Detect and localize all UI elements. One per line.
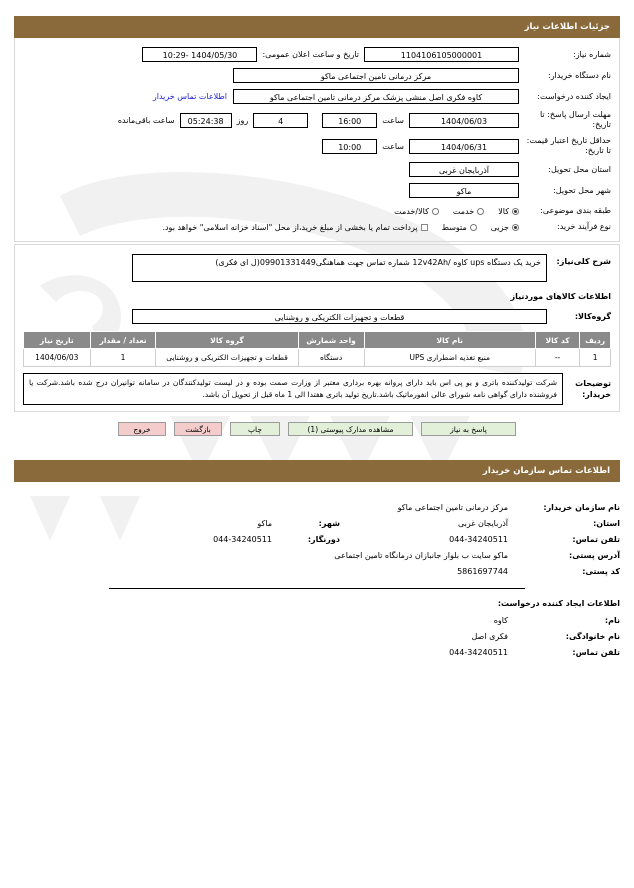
days-unit-label: روز <box>236 115 249 125</box>
row-province <box>23 159 611 180</box>
deadline-label: مهلت ارسال پاسخ: تا تاریخ: <box>539 110 611 129</box>
row-goods-group <box>23 304 611 327</box>
buyer-contact-link[interactable]: اطلاعات تماس خریدار <box>152 92 227 101</box>
contact-postcode-label: کد پستی: <box>582 567 620 576</box>
row-process-type <box>23 219 611 235</box>
category-option-kala-khedmat-label: کالا/خدمت <box>394 206 429 216</box>
goods-table-header-row <box>24 332 611 349</box>
process-option-jozi[interactable] <box>491 223 519 232</box>
deadline-hour-field: 16:00 <box>322 113 377 128</box>
treasury-checkbox-label: پرداخت تمام یا بخشی از مبلغ خرید،از محل "اسناد خزانه اسلامی" خواهد بود. <box>162 222 418 232</box>
row-city <box>23 180 611 201</box>
col-code: کد کالا <box>535 332 579 349</box>
process-label: نوع فرآیند خرید: <box>557 222 611 231</box>
goods-info-heading: اطلاعات کالاهای موردنیاز <box>510 292 611 301</box>
category-label: طبقه بندی موضوعی: <box>540 206 611 215</box>
need-details-panel <box>14 38 620 242</box>
summary-goods-panel <box>14 244 620 412</box>
contact-phone-label: تلفن تماس: <box>572 535 620 544</box>
contact-row-postcode <box>14 567 620 576</box>
buyer-notes-row <box>23 373 611 405</box>
contact-city-value: ماکو <box>257 519 272 528</box>
city-label: شهر محل تحویل: <box>553 185 611 195</box>
table-row <box>24 349 611 367</box>
cell-code: -- <box>535 349 579 367</box>
category-option-kala[interactable] <box>498 207 519 216</box>
treasury-checkbox-icon[interactable] <box>421 224 428 231</box>
validity-hour-field: 10:00 <box>322 139 377 154</box>
buyer-contact-panel <box>14 486 620 657</box>
radio-jozi-icon[interactable] <box>512 224 519 231</box>
contact-fax-value: 044-34240511 <box>213 535 272 544</box>
contact-fax-label: دورنگار: <box>307 535 340 544</box>
category-option-kala-khedmat[interactable] <box>394 207 439 216</box>
process-option-jozi-label: جزیی <box>490 222 509 232</box>
validity-hour-label: ساعت <box>382 141 404 151</box>
row-goods-heading <box>23 285 611 304</box>
requester-info-heading: اطلاعات ایجاد کننده درخواست: <box>497 599 620 608</box>
requester-phone-label: تلفن تماس: <box>572 648 620 657</box>
buyer-org-field: مرکز درمانی تامین اجتماعی ماکو <box>233 68 519 83</box>
requester-row-firstname <box>14 616 620 625</box>
requester-lastname-label: نام خانوادگی: <box>565 632 620 641</box>
contact-address-value: ماکو سایت ب بلوار جانبازان درمانگاه تامین اجتماعی <box>334 551 508 560</box>
announce-datetime-field: 1404/05/30 -10:29 <box>142 47 257 62</box>
cell-group: قطعات و تجهیزات الکتریکی و روشنایی <box>156 349 298 367</box>
row-need-number <box>23 44 611 65</box>
section-header-buyer-contact: اطلاعات تماس سازمان خریدار <box>14 460 620 482</box>
contact-province-value: آذربایجان غربی <box>457 519 508 528</box>
cell-qty: 1 <box>90 349 156 367</box>
category-option-khedmat-label: خدمت <box>452 206 475 216</box>
requester-row-lastname <box>14 632 620 641</box>
announce-label: تاریخ و ساعت اعلان عمومی: <box>262 50 359 59</box>
contact-address-label: آدرس پستی: <box>569 551 620 560</box>
row-deadline <box>23 107 611 133</box>
contact-org-value: مرکز درمانی تامین اجتماعی ماکو <box>397 503 508 512</box>
col-unit: واحد شمارش <box>298 332 364 349</box>
deadline-date-field: 1404/06/03 <box>409 113 519 128</box>
requester-row-phone <box>14 648 620 657</box>
contact-row-org <box>14 503 620 512</box>
view-attachments-button[interactable]: مشاهده مدارک پیوستی (1) <box>288 422 413 436</box>
print-button[interactable]: چاپ <box>230 422 280 436</box>
row-creator <box>23 86 611 107</box>
goods-group-field: قطعات و تجهیزات الکتریکی و روشنایی <box>132 309 547 324</box>
city-field: ماکو <box>409 183 519 198</box>
creator-field: کاوه فکری اصل منشی پزشک مرکز درمانی تامین اجتماعی ماکو <box>233 89 519 104</box>
validity-label: حداقل تاریخ اعتبار قیمت: تا تاریخ: <box>526 136 611 155</box>
page-root <box>0 16 634 888</box>
contact-row-province <box>14 519 620 528</box>
requester-firstname-label: نام: <box>604 616 620 625</box>
buyer-notes-label: توضیحات خریدار: <box>575 379 611 399</box>
process-option-motevaset-label: متوسط <box>441 222 467 232</box>
process-option-motevaset[interactable] <box>442 223 477 232</box>
buyer-org-label: نام دستگاه خریدار: <box>548 70 611 80</box>
back-button[interactable]: بازگشت <box>174 422 222 436</box>
category-option-kala-label: کالا <box>498 206 509 216</box>
row-summary <box>23 251 611 285</box>
need-number-field[interactable]: 1104106105000001 <box>364 47 519 62</box>
contact-row-address <box>14 551 620 560</box>
cell-unit: دستگاه <box>298 349 364 367</box>
cell-name: منبع تغذیه اضطراری UPS <box>364 349 535 367</box>
goods-group-label: گروه‌کالا: <box>574 311 611 321</box>
contact-phone-value: 044-34240511 <box>449 535 508 544</box>
col-radif: ردیف <box>580 332 611 349</box>
buyer-notes-field: شرکت تولیدکننده باتری و یو پی اس باید دارای پروانه بهره برداری معتبر از وزارت صمت بوده و در لیست تولیدکنندگان در سامانه توانیران درج شده باشد.شرکت یا فروشنده دارای گواهی نامه شورای عالی انفورماتیک باشد.تاریخ تولید باتری هفتدا الی 1 ماه قبل از تحویل آن باشد. <box>23 373 563 405</box>
summary-label: شرح کلی‌نیاز: <box>556 257 611 266</box>
category-option-khedmat[interactable] <box>453 207 484 216</box>
summary-field: خرید یک دستگاه ups کاوه /12v42Ah شماره تماس جهت هماهنگی09901331449(ل ای فکری) <box>132 254 547 282</box>
row-category <box>23 201 611 219</box>
province-field: آذربایجان غربی <box>409 162 519 177</box>
row-buyer-org <box>23 65 611 86</box>
respond-to-need-button[interactable]: پاسخ به نیاز <box>421 422 516 436</box>
contact-city-label: شهر: <box>318 519 340 528</box>
contact-org-label: نام سازمان خریدار: <box>543 503 620 512</box>
action-button-bar <box>14 422 620 436</box>
need-number-label: شماره نیاز: <box>573 49 611 59</box>
col-qty: تعداد / مقدار <box>90 332 156 349</box>
requester-phone-value: 044-34240511 <box>449 648 508 657</box>
cell-radif: 1 <box>580 349 611 367</box>
col-date: تاریخ نیاز <box>24 332 91 349</box>
radio-khedmat-icon[interactable] <box>477 208 484 215</box>
requester-lastname-value: فکری اصل <box>471 632 508 641</box>
row-validity <box>23 133 611 159</box>
cell-date: 1404/06/03 <box>24 349 91 367</box>
contact-province-label: استان: <box>593 519 620 528</box>
validity-date-field: 1404/06/31 <box>409 139 519 154</box>
col-group: گروه کالا <box>156 332 298 349</box>
radio-kala-icon[interactable] <box>512 208 519 215</box>
creator-label: ایجاد کننده درخواست: <box>537 91 611 101</box>
requester-firstname-value: کاوه <box>493 616 508 625</box>
goods-table <box>23 331 611 367</box>
section-header-need-details: جزئیات اطلاعات نیاز <box>14 16 620 38</box>
radio-motevaset-icon[interactable] <box>470 224 477 231</box>
days-remaining-field: 4 <box>253 113 308 128</box>
province-label: استان محل تحویل: <box>548 164 611 174</box>
exit-button[interactable]: خروج <box>118 422 166 436</box>
time-remaining-label: ساعت باقی‌مانده <box>117 115 175 125</box>
radio-kala-khedmat-icon[interactable] <box>432 208 439 215</box>
contact-divider <box>109 588 525 589</box>
contact-postcode-value: 5861697744 <box>457 567 508 576</box>
contact-row-phone <box>14 535 620 544</box>
time-remaining-field: 05:24:38 <box>180 113 232 128</box>
treasury-checkbox-option[interactable] <box>162 223 427 232</box>
col-name: نام کالا <box>364 332 535 349</box>
deadline-hour-label: ساعت <box>382 115 404 125</box>
